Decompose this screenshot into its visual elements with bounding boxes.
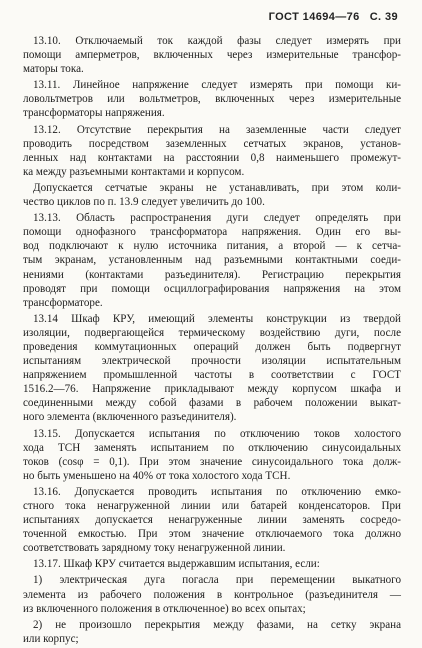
text-line: трансформаторе. (23, 296, 103, 309)
text-line: соответствовать зарядному току ненагруженной линии. (23, 542, 286, 555)
text-line: но быть уменьшено на 40% от тока холостого хода ТСН. (23, 469, 291, 482)
paragraph (23, 34, 401, 76)
text-line: элемента из рабочего положения в контрольное (разъединителя — (23, 588, 401, 601)
text-line: ленных над контактами на расстоянии 0,8 наименьшего промежут- (23, 151, 401, 164)
paragraph (23, 312, 401, 425)
text-line: 13.11. Линейное напряжение следует измерять при помощи ки- (33, 79, 401, 92)
paragraph (23, 78, 401, 120)
text-line: помощи амперметров, включенных через измерительные трансфор- (23, 49, 401, 62)
text-line: 13.12. Отсутствие перекрытия на заземленные части следует (33, 123, 401, 136)
text-line: или корпус; (23, 632, 79, 645)
standard-number: ГОСТ 14694—76 (268, 11, 360, 23)
text-line: токов (cosφ = 0,1). При этом значение синусоидального тока долж- (23, 455, 401, 468)
text-line: Допускается сетчатые экраны не устанавливать, при этом коли- (33, 181, 401, 194)
text-line: стного тока ненагруженной линии или батарей конденсаторов. При (23, 500, 401, 512)
paragraph (23, 485, 401, 555)
paragraph (23, 123, 401, 179)
text-line: ка между разъемными контактами и корпусом. (23, 165, 245, 178)
text-line: из включенного положения в отключенное) во всех опытах; (23, 602, 306, 615)
text-line: 1516.2—76. Напряжение прикладывают между корпусом шкафа и (23, 383, 401, 396)
text-line: проведения коммутационных операций должен быть подвергнут (23, 340, 401, 353)
text-line: ного элемента (включенного разъединителя). (23, 411, 237, 424)
paragraph (23, 181, 401, 209)
text-line: маторы тока. (23, 63, 84, 76)
text-line: проводить посредством заземленных сетчатых экранов, установ- (23, 137, 401, 150)
text-line: 2) не произошло перекрытия между фазами, на сетку экрана (33, 618, 401, 631)
text-line: хода ТСН заменять испытанием по отключению синусоидальных (23, 441, 401, 454)
text-line: помощи однофазного трансформатора напряжения. Один его вы- (23, 226, 401, 239)
text-line: проводят при помощи осциллографирования напряжения на этом (23, 282, 401, 295)
text-line: 13.17. Шкаф КРУ считается выдержавшим испытания, если: (33, 558, 320, 571)
page-number: С. 39 (369, 11, 398, 23)
text-line: вод подключают к нулю источника питания, а второй — к сетча- (23, 240, 401, 253)
text-line: точенной емкостью. При этом значение отключаемого тока должно (23, 528, 401, 541)
text-line: изоляции, подвергающейся термическому воздействию дуги, после (23, 326, 401, 339)
text-line: напряжением промышленной частоты в соответствии с ГОСТ (23, 369, 401, 382)
running-header (269, 11, 398, 23)
text-line: трансформаторы напряжения. (23, 107, 165, 120)
text-line: 1) электрическая дуга погасла при перемещении выкатного (33, 574, 401, 587)
text-line: соединенными между собой фазами в рабочем положении выкат- (23, 397, 401, 410)
text-line: 13.15. Допускается испытания по отключению токов холостого (33, 427, 401, 440)
paragraph (23, 618, 401, 646)
text-line: 13.16. Допускается проводить испытания по отключению емко- (33, 485, 401, 498)
text-line: чество циклов по п. 13.9 следует увеличить до 100. (23, 196, 265, 209)
paragraph (23, 427, 401, 483)
text-line: испытаниях допускается ненагруженные линии заменять сосредо- (23, 514, 401, 527)
text-line: нениями (контактами разъединителя). Регистрацию перекрытия (23, 268, 401, 281)
text-line: тым экранам, установленным над разъемными контактными соеди- (23, 254, 401, 267)
body-text (23, 34, 401, 648)
paragraph (23, 211, 401, 310)
paragraph (23, 557, 401, 571)
text-line: 13.13. Область распространения дуги следует определять при (33, 212, 401, 225)
text-line: испытаниям электрической прочности изоляции испытательным (23, 355, 401, 368)
text-line: ловольтметров или вольтметров, включенных через измерительные (23, 93, 401, 106)
text-line: 13.14 Шкаф КРУ, имеющий элементы конструкции из твердой (33, 312, 401, 325)
paragraph (23, 573, 401, 615)
text-line: 13.10. Отключаемый ток каждой фазы следует измерять при (33, 35, 401, 47)
